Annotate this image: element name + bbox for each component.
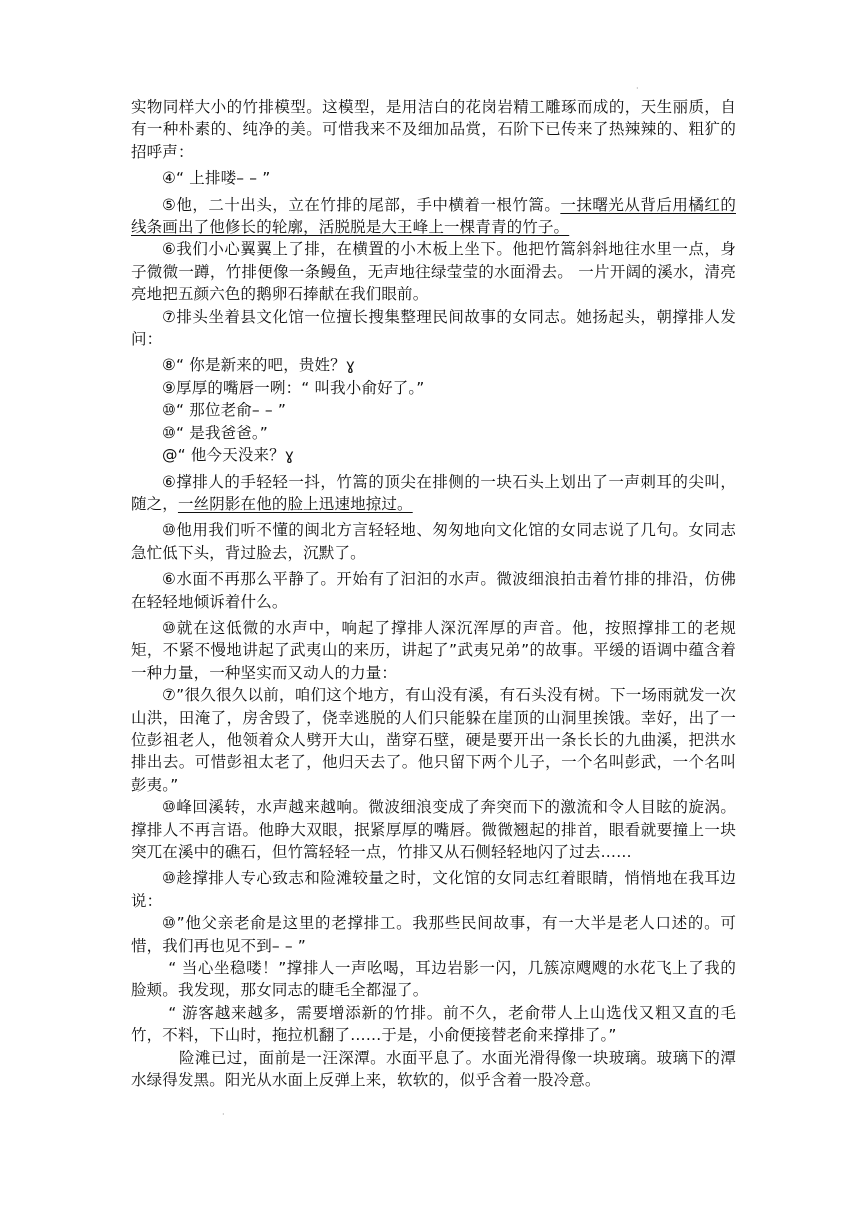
paragraph-23-text: 险滩已过，面前是一汪深潭。水面平息了。水面光滑得像一块玻璃。玻璃下的潭水绿得发黑。阳光从水面上反弹上来，软软的，似乎含着一股冷意。 — [131, 1048, 736, 1090]
paragraph-18-text: ⑩峰回溪转，水声越来越响。微波细浪变成了奔突而下的激流和令人目眩的旋涡。撑排人不再言语。他睁大双眼，抿紧厚厚的嘴唇。微微翘起的排首，眼看就要撞上一块突兀在溪中的礁石，但竹篙轻轻一点，竹排又从石侧轻轻地闪了过去…… — [131, 798, 736, 861]
paragraph-10 — [131, 399, 736, 421]
paragraph-11 — [131, 422, 736, 444]
paragraph-7-text: ⑦排头坐着县文化馆一位擅长搜集整理民间故事的女同志。她扬起头，朝撑排人发问： — [131, 307, 736, 349]
paragraph-9 — [131, 377, 736, 399]
paragraph-9-text: ⑨厚厚的嘴唇一咧：“ 叫我小俞好了。” — [162, 378, 425, 397]
paragraph-14 — [131, 519, 736, 564]
paragraph-16-text: ⑩就在这低微的水声中，响起了撑排人深沉浑厚的声音。他，按照撑排工的老规矩，不紧不慢地讲起了武夷山的来历，讲起了”武夷兄弟”的故事。平缓的语调中蕴含着一种力量，一种坚实而又动人的力量： — [131, 618, 736, 682]
article-text — [131, 96, 736, 1091]
paragraph-22 — [131, 1002, 736, 1047]
paragraph-5-text: ⑤他，二十出头，立在竹排的尾部，手中横着一根竹篙。 — [162, 195, 561, 214]
paragraph-17-text: ⑦”很久很久以前，咱们这个地方，有山没有溪，有石头没有树。下一场雨就发一次山洪，田淹了，房舍毁了，侥幸逃脱的人们只能躲在崖顶的山洞里挨饿。幸好，出了一位彭祖老人，他领着众人劈开大山，凿穿石壁，硬是要开出一条长长的九曲溪，把洪水排出去。可惜彭祖太老了，他归天去了。他只留下两个儿子，一个名叫彭武，一个名叫彭夷。” — [131, 686, 736, 794]
paragraph-19-text: ⑩趁撑排人专心致志和险滩较量之时，文化馆的女同志红着眼睛，悄悄地在我耳边说： — [131, 869, 736, 910]
paragraph-5 — [131, 194, 736, 239]
paragraph-18 — [131, 796, 736, 863]
paragraph-8-text: ⑧“ 你是新来的吧，贵姓？ɣ — [162, 356, 356, 375]
paragraph-4-text: ④“ 上排喽– – ” — [162, 169, 271, 188]
paragraph-4 — [131, 167, 736, 189]
paragraph-15-text: ⑥水面不再那么平静了。开始有了汩汩的水声。微波细浪拍击着竹排的排沿，仿佛在轻轻地倾诉着什么。 — [131, 570, 736, 611]
paragraph-6-text: ⑥我们小心翼翼上了排，在横置的小木板上坐下。他把竹篙斜斜地往水里一点，身子微微一蹲，竹排便像一条鳗鱼，无声地往绿莹莹的水面滑去。 一片开阔的溪水，清亮亮地把五颜六色的鹅卵石捧献在我们眼前。 — [131, 240, 736, 304]
paragraph-10-text: ⑩“ 那位老俞– – ” — [162, 401, 287, 420]
paragraph-16 — [131, 617, 736, 684]
paragraph-12-text: @“ 他今天没来？ɣ — [162, 446, 295, 465]
paragraph-21 — [131, 957, 736, 1002]
bottom-speck: · — [222, 1110, 225, 1119]
paragraph-1 — [131, 96, 736, 163]
paragraph-7 — [131, 306, 736, 351]
paragraph-13-text: ⑥撑排人的手轻轻一抖，竹篙的顶尖在排侧的一块石头上划出了一声刺耳的尖叫，随之， — [131, 472, 736, 513]
paragraph-14-text: ⑩他用我们听不懂的闽北方言轻轻地、匆匆地向文化馆的女同志说了几句。女同志急忙低下头，背过脸去，沉默了。 — [131, 521, 736, 562]
paragraph-1-text: 实物同样大小的竹排模型。这模型，是用洁白的花岗岩精工雕琢而成的，天生丽质，自有一种朴素的、纯净的美。可惜我来不及细加品赏，石阶下已传来了热辣辣的、粗犷的招呼声： — [131, 98, 736, 161]
paragraph-13 — [131, 471, 736, 516]
paragraph-19 — [131, 867, 736, 912]
paragraph-22-text: “ 游客越来越多，需要增添新的竹排。前不久，老俞带人上山选伐又粗又直的毛竹，不料，下山时，拖拉机翻了……于是，小俞便接替老俞来撑排了。” — [131, 1003, 736, 1045]
paragraph-5-underlined-sentence: 一抹曙光从背后用橘红的线条画出了他修长的轮廓，活脱脱是大王峰上一棵青青的竹子。 — [131, 195, 736, 237]
paragraph-17 — [131, 684, 736, 796]
paragraph-6 — [131, 238, 736, 305]
paragraph-23 — [131, 1047, 736, 1092]
top-speck: · — [636, 84, 639, 93]
paragraph-11-text: ⑩“ 是我爸爸。” — [162, 423, 268, 442]
paragraph-21-text: “ 当心坐稳喽！”撑排人一声吆喝，耳边岩影一闪，几簇凉飕飕的水花飞上了我的脸颊。我发现，那女同志的睫毛全都湿了。 — [131, 959, 736, 1000]
paragraph-12 — [131, 444, 736, 466]
paragraph-15 — [131, 568, 736, 613]
paragraph-20-text: ⑩”他父亲老俞是这里的老撑排工。我那些民间故事，有一大半是老人口述的。可惜，我们再也见不到– – ” — [131, 914, 736, 955]
paragraph-8 — [131, 354, 736, 376]
paragraph-13-underlined-sentence: 一丝阴影在他的脸上迅速地掠过。 — [177, 494, 413, 513]
paragraph-20 — [131, 912, 736, 957]
